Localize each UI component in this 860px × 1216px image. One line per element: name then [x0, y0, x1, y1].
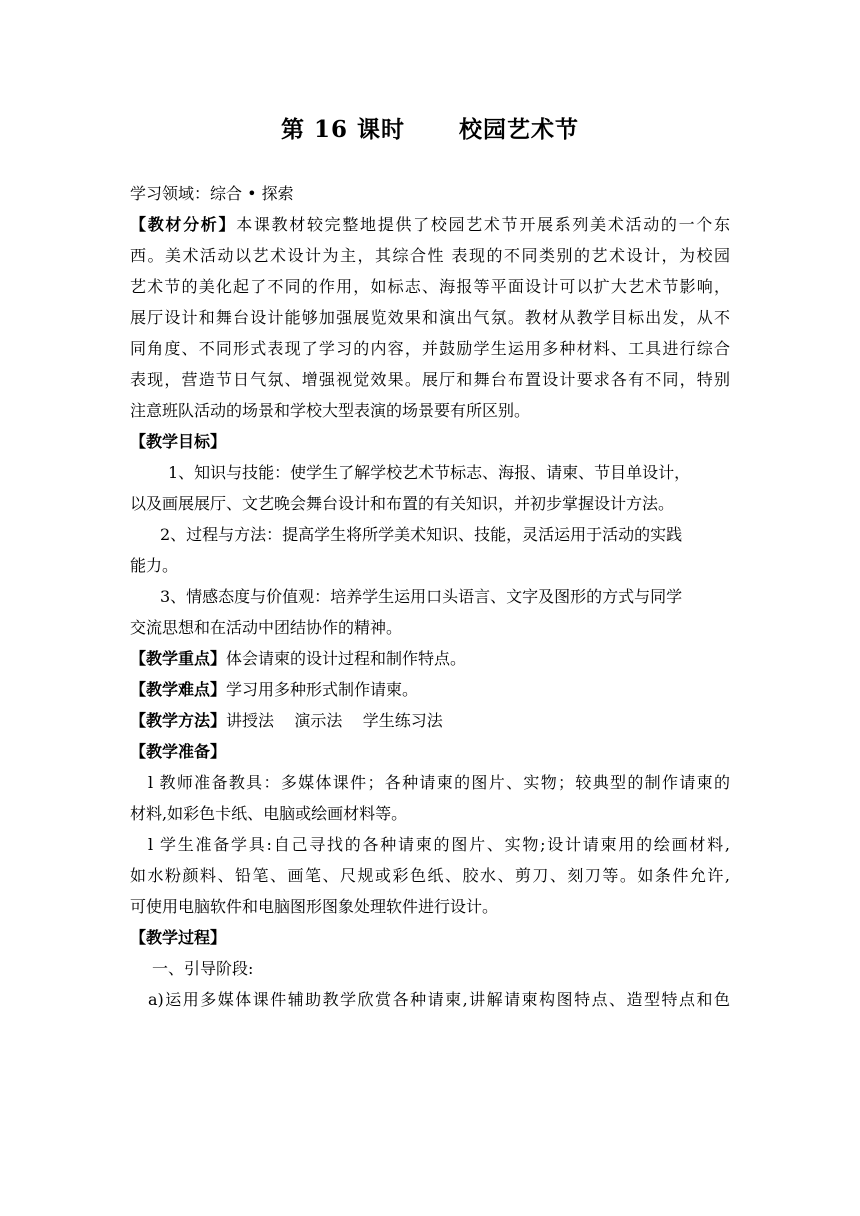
analysis-text-1: 本课教材较完整地提供了校园艺术节开展系列美术活动的一个东 [236, 215, 730, 234]
difficulty-text: 学习用多种形式制作请柬。 [226, 680, 419, 699]
goal-2-line-2: 能力。 [130, 556, 179, 575]
methods-text: 讲授法 演示法 学生练习法 [226, 711, 443, 730]
goals-heading: 【教学目标】 [130, 432, 227, 451]
analysis-line-5: 同角度、不同形式表现了学习的内容，并鼓励学生运用多种材料、工具进行综合 [130, 339, 730, 358]
methods [130, 705, 730, 736]
analysis-line-3: 艺术节的美化起了不同的作用，如标志、海报等平面设计可以扩大艺术节影响， [130, 277, 730, 296]
key-point-heading: 【教学重点】 [130, 649, 227, 668]
process-a-line-1: a)运用多媒体课件辅助教学欣赏各种请柬,讲解请柬构图特点、造型特点和色 [148, 990, 730, 1009]
analysis-line-2: 西。美术活动以艺术设计为主，其综合性 表现的不同类别的艺术设计，为校园 [130, 246, 730, 265]
preparation-heading: 【教学准备】 [130, 742, 227, 761]
goal-2-line-1: 2、过程与方法：提高学生将所学美术知识、技能，灵活运用于活动的实践 [160, 525, 683, 544]
student-prep-line-1: l 学生准备学具:自己寻找的各种请柬的图片、实物;设计请柬用的绘画材料, [148, 835, 730, 854]
analysis-line-7: 注意班队活动的场景和学校大型表演的场景要有所区别。 [130, 401, 531, 420]
page-title: 第 16 课时 校园艺术节 [280, 116, 580, 143]
teacher-prep-line-2: 材料,如彩色卡纸、电脑或绘画材料等。 [130, 804, 408, 823]
analysis-line-6: 表现，营造节日气氛、增强视觉效果。展厅和舞台布置设计要求各有不同，特别 [130, 370, 730, 389]
analysis-heading: 【教材分析】 [130, 215, 237, 234]
key-point [130, 643, 730, 674]
analysis-line-4: 展厅设计和舞台设计能够加强展览效果和演出气氛。教材从教学目标出发，从不 [130, 308, 730, 327]
student-prep-line-2: 如水粉颜料、铅笔、画笔、尺规或彩色纸、胶水、剪刀、刻刀等。如条件允许, [130, 866, 730, 885]
goal-1-line-2: 以及画展展厅、文艺晚会舞台设计和布置的有关知识，并初步掌握设计方法。 [130, 494, 675, 513]
student-prep-line-3: 可使用电脑软件和电脑图形图象处理软件进行设计。 [130, 897, 499, 916]
difficulty [130, 674, 730, 705]
teacher-prep-line-1: l 教师准备教具：多媒体课件；各种请柬的图片、实物；较典型的制作请柬的 [148, 773, 730, 792]
difficulty-heading: 【教学难点】 [130, 680, 227, 699]
goal-3-line-2: 交流思想和在活动中团结协作的精神。 [130, 618, 403, 637]
goal-1-line-1: 1、知识与技能：使学生了解学校艺术节标志、海报、请柬、节目单设计， [168, 463, 691, 482]
methods-heading: 【教学方法】 [130, 711, 227, 730]
key-point-text: 体会请柬的设计过程和制作特点。 [226, 649, 467, 668]
process-heading: 【教学过程】 [130, 928, 227, 947]
analysis-line-1 [130, 209, 730, 240]
learning-domain: 学习领域：综合 • 探索 [130, 184, 294, 203]
goal-3-line-1: 3、情感态度与价值观：培养学生运用口头语言、文字及图形的方式与同学 [160, 587, 683, 606]
process-stage-1: 一、引导阶段: [152, 959, 254, 978]
document-page [130, 108, 730, 1015]
